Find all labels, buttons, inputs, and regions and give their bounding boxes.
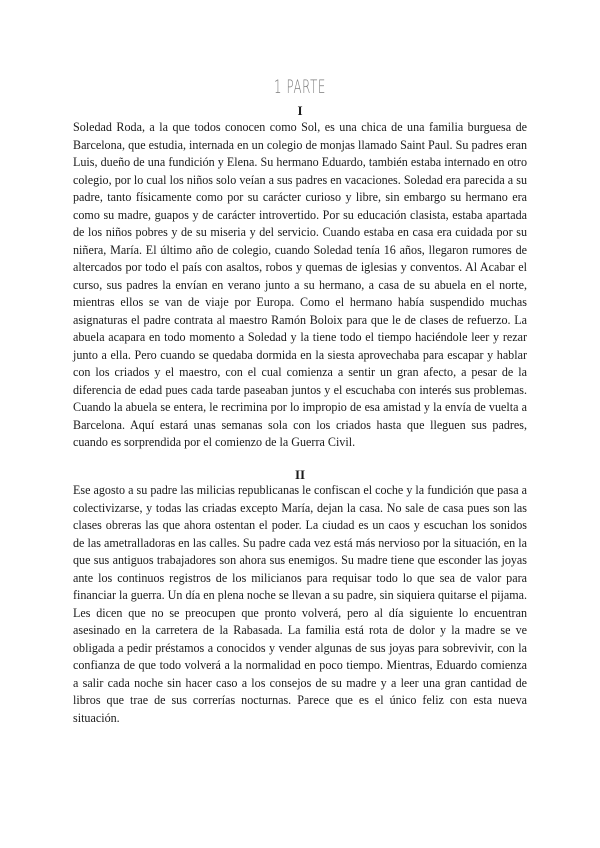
- section-paragraph-2: Ese agosto a su padre las milicias republicanas le confiscan el coche y la fundición que pasa a colectivizarse, y todas las criadas excepto María, dejan la casa. No sale de casa pues son las clases obreras las que ahora ostentan el poder. La ciudad es un caos y escuchan los sonidos de las ametralladoras en las calles. Su padre cada vez está más nervioso por la situación, en la que sus antiguos trabajadores son ahora sus enemigos. Su madre tiene que esconder las joyas ante los continuos registros de los milicianos para requisar todo lo que sea de valor para financiar la guerra. Un día en plena noche se llevan a su padre, sin siquiera quitarse el pijama. Les dicen que no se preocupen que pronto volverá, pero al día siguiente lo encuentran asesinado en la carretera de la Rabasada. La familia está rota de dolor y la madre se ve obligada a pedir préstamos a conocidos y vender algunas de sus joyas para sobrevivir, con la confianza de que todo volverá a la normalidad en poco tiempo. Mientras, Eduardo comienza a salir cada noche sin hacer caso a los consejos de su madre y a leer una gran cantidad de libros que trae de sus correrías nocturnas. Parece que es el único feliz con esta nueva situación.: [73, 483, 528, 725]
- section-heading-2: II: [294, 467, 306, 482]
- part-title: 1 PARTE: [274, 76, 326, 98]
- section-heading-1: I: [297, 103, 303, 118]
- section-paragraph-1: Soledad Roda, a la que todos conocen como Sol, es una chica de una familia burguesa de Barcelona, que estudia, internada en un colegio de monjas llamado Saint Paul. Su padres eran Luis, dueño de una fundición y Elena. Su hermano Eduardo, también estaba internado en otro colegio, por lo cual los niños solo veían a sus padres en vacaciones. Soledad era parecida a su padre, tanto físicamente como por su carácter curioso y libre, sin embargo su hermano era como su madre, guapos y de carácter introvertido. Por su educación clasista, estaba apartada de los niños pobres y de su miseria y del servicio. Cuando estaba en casa era cuidada por su niñera, María. El último año de colegio, cuando Soledad tenía 16 años, llegaron rumores de altercados por todo el país con asaltos, robos y quemas de iglesias y conventos. Al Acabar el curso, sus padres la envían en verano junto a su hermano, a casa de su abuela en el norte, mientras ellos se van de viaje por Europa. Como el hermano había suspendido muchas asignaturas el padre contrata al maestro Ramón Boloix para que le de clases de refuerzo. La abuela acapara en todo momento a Soledad y la tiene todo el tiempo haciéndole leer y rezar junto a ella. Pero cuando se quedaba dormida en la siesta aprovechaba para escapar y hablar con los criados y el maestro, con el cual comienza a sentir un gran afecto, a pesar de la diferencia de edad pues cada tarde paseaban juntos y el escuchaba con interés sus problemas. Cuando la abuela se entera, le recrimina por lo impropio de esa amistad y la envía de vuelta a Barcelona. Aquí estará unas semanas sola con los criados hasta que lleguen sus padres, cuando es sorprendida por el comienzo de la Guerra Civil.: [73, 120, 527, 449]
